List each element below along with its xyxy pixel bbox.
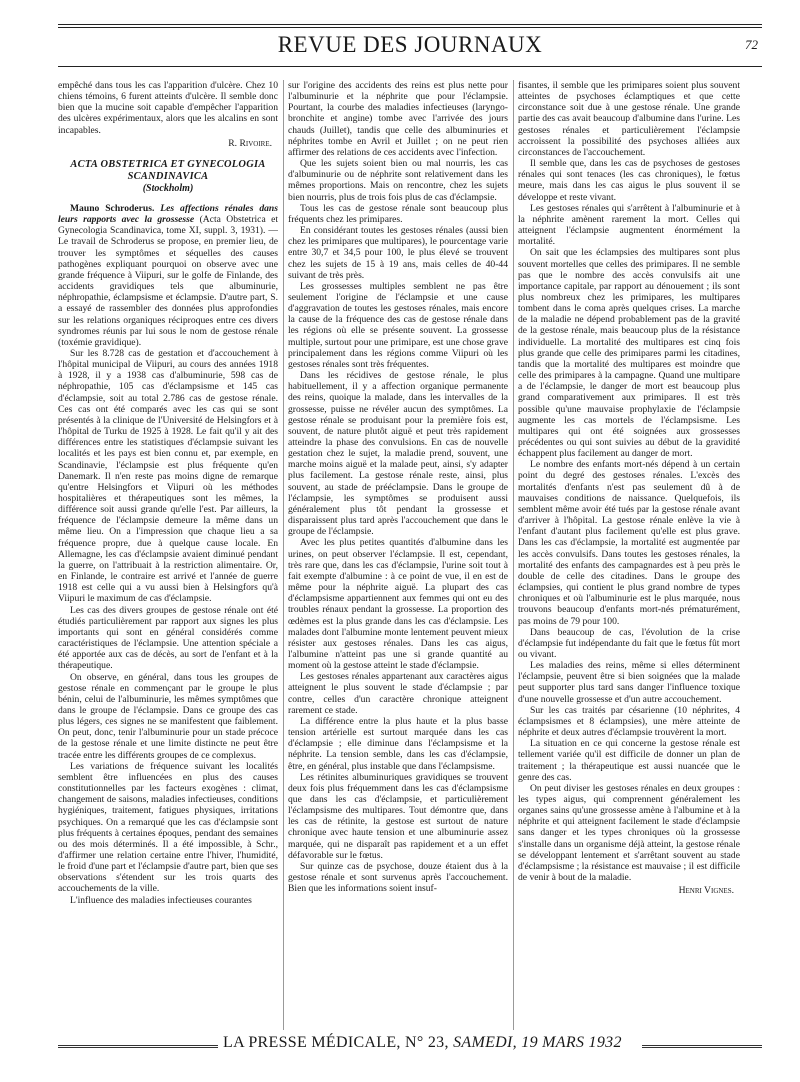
section-heading: ACTA OBSTETRICA ET GYNECOLOGIA SCANDINAVICA (70, 158, 266, 182)
paragraph: Sur les 8.728 cas de gestation et d'accouchement à l'hôpital municipal de Viipuri, au cours des années 1918 à 1928, il y a 1938 cas d'albuminurie, 598 cas de néphropathie, 105 cas d'éclampsisme et 145 cas d'éclampsie, soit au total 2.786 cas de gestose rénale. Ces cas ont été comparés avec les cas qui se sont présentés à la clinique de l'Université de Helsingfors et à l'hôpital de Turku de 1925 à 1928. Le fait qu'il y ait des différences entre les statistiques d'éclampsie suivant les localités et les pays est bien connu et, par exemple, en Scandinavie, l'éclampsie est plus fréquente qu'en Danemark. Il n'en reste pas moins digne de remarque qu'entre Helsingfors et Viipuri où les méthodes hospitalières et thérapeutiques sont les mêmes, la différence soit aussi grande qu'elle l'est. Par ailleurs, la fréquence de l'éclampsie demeure la même dans un même lieu. On a l'impression que chaque lieu a sa fréquence propre, due à quelque cause locale. En Allemagne, les cas d'éclampsie avaient diminué pendant la guerre, on l'attribuait à la restriction alimentaire. Or, en Finlande, le contraire est arrivé et l'année de guerre 1918 est celle qui a vu aussi bien à Helsingfors qu'à Viipuri le maximum de cas d'éclampsie. (58, 347, 278, 605)
paragraph: empêché dans tous les cas l'apparition d'ulcère. Chez 10 chiens témoins, 6 furent atteints d'ulcère. Il semble donc bien que la mucine soit capable d'empêcher l'apparition des ulcères expérimentaux, alors que les alcalins en sont incapables. (58, 80, 278, 136)
paragraph: En considérant toutes les gestoses rénales (aussi bien chez les primipares que multipares), le pourcentage varie entre 30,7 et 34,5 pour 100, le plus élevé se trouvent chez les sujets de 15 à 19 ans, mais celles de 40-44 suivant de très près. (288, 225, 508, 281)
paragraph: Sur les cas traités par césarienne (10 néphrites, 4 éclampsismes et 8 éclampsies), une mère atteinte de néphrite et deux autres d'éclampsie trouvèrent la mort. (518, 704, 740, 739)
paragraph: Dans les récidives de gestose rénale, le plus habituellement, il y a affection organique permanente des reins, quoique la malade, dans les intervalles de la grossesse, puisse ne révéler aucun des symptômes. La gestose rénale se produisant pour la première fois est, souvent, de nature plutôt aiguë et peut très rapidement atteindre la phase des convulsions. En cas de nouvelle gestation chez le sujet, la maladie prend, souvent, une marche moins aiguë et la malade peut, ainsi, s'y adapter plus facilement. La gestose rénale reste, ainsi, plus souvent, au stade de prééclampsie. Dans le groupe de l'éclampsie, les symptômes se produisent aussi généralement plus tôt pendant la grossesse et disparaissent plus tard après l'accouchement que dans le groupe de l'éclampsie. (288, 370, 508, 538)
header-rule-top (58, 24, 762, 25)
paragraph: — Le travail de Schroderus se propose, en premier lieu, de trouver les symptômes et séquelles des causes pathogènes expliquant pourquoi on observe avec une grande fréquence à Viipuri, sur le golfe de Finlande, des accidents gravidiques tels que albuminurie, néphropathie, éclampsisme et éclampsie. D'autre part, S. a essayé de rassembler des données plus approfondies sur les relations organiques réciproques entre ces divers syndromes réunis par lui sous le nom de gestose rénale (toxémie gravidique). (58, 225, 278, 348)
footer-text (223, 1034, 622, 1052)
footer-rule-left (58, 1045, 218, 1048)
paragraph: La situation en ce qui concerne la gestose rénale est tellement variée qu'il est difficile de donner un plan de traitement ; la thérapeutique est aussi nuancée que le genre des cas. (518, 738, 740, 783)
section-subheading: (Stockholm) (142, 182, 194, 194)
author-signature: Henri Vignes. (678, 885, 734, 897)
article-lead (58, 203, 278, 348)
journal-section-title: REVUE DES JOURNAUX (277, 32, 543, 57)
column-3 (518, 80, 740, 1030)
paragraph: Les cas des divers groupes de gestose rénale ont été étudiés particulièrement par rapport aux signes les plus importants qui sont en général considérés comme caractéristiques de l'éclampsie. Une attention spéciale a été apportée aux cas de décès, au sort de l'enfant et à la thérapeutique. (58, 604, 278, 672)
paragraph: fisantes, il semble que les primipares soient plus souvent atteintes de psychoses éclamptiques et que cette circonstance soit due à une gestose rénale. Une grande partie des cas avait beaucoup d'albumine dans l'urine. Les gestoses rénales et particulièrement l'éclampsie accroissent la possibilité des psychoses alliées aux circonstances de l'accouchement. (518, 80, 740, 158)
article-title: Les affections rénales dans leurs rapports avec la grossesse (58, 202, 278, 226)
page-footer (58, 1034, 762, 1060)
paragraph: On peut diviser les gestoses rénales en deux groupes : les types aigus, qui comprennent généralement les organes sains qu'une grossesse amène à l'albumine et à la néphrite et qui atteignent facilement le stade d'éclampsie sans danger et les types chroniques où la grossesse s'installe dans un organisme déjà atteint, la gestose rénale se développant lentement et s'arrêtant souvent au stade d'éclampsisme ; la résistance est mauvaise ; il est difficile de venir à bout de la maladie. (518, 782, 740, 884)
paragraph: Il semble que, dans les cas de psychoses de gestoses rénales qui sont tenaces (les cas chroniques), le fœtus meure, mais dans les cas aigus le plus souvent il se développe et reste vivant. (518, 158, 740, 203)
paragraph: Les variations de fréquence suivant les localités semblent être influencées en plus des causes constitutionnelles par les facteurs exogènes : climat, changement de saisons, maladies infectieuses, conditions hygiéniques, traitement, fatigues physiques, irritations psychiques. On a remarqué que les cas d'éclampsie sont plus fréquents à certaines époques, pendant des semaines ou des mois déterminés. Il a été impossible, à Schr., d'affirmer une relation certaine entre l'hiver, l'humidité, le froid d'une part et l'éclampsie d'autre part, bien que ses observations s'étendent sur les trois quarts des accouchements de la ville. (58, 760, 278, 895)
paragraph: L'influence des maladies infectieuses courantes (70, 894, 252, 906)
paragraph: Les maladies des reins, même si elles déterminent l'éclampsie, peuvent être si bien soignées que la malade peut supporter plus tard sans danger l'influence toxique d'une nouvelle grossesse et d'un autre accouchement. (518, 660, 740, 705)
footer-day: SAMEDI, (453, 1034, 517, 1051)
paragraph: Que les sujets soient bien ou mal nourris, les cas d'albuminurie ou de néphrite sont relativement dans les mêmes proportions. Mais on rencontre, chez les sujets bien nourris, plus de trois fois plus de cas d'éclampsie. (288, 158, 508, 203)
header-rule-bottom (58, 66, 762, 67)
footer-date: 19 MARS 1932 (521, 1034, 622, 1051)
paragraph: La différence entre la plus haute et la plus basse tension artérielle est surtout marquée dans les cas d'éclampsie ; elle diminue dans l'éclampsisme et la néphrite. La tension semble, dans les cas d'éclampsie, être, en général, plus instable que dans l'éclampsisme. (288, 715, 508, 772)
paragraph: On sait que les éclampsies des multipares sont plus souvent mortelles que celles des primipares. Il ne semble pas que le nombre des accès convulsifs ait une importance capitale, par rapport au dénouement ; ils sont plus nombreux chez les primipares, les multipares tombent dans le coma après quelques crises. La marche de la maladie ne dépend probablement pas de la gravité de la gestose rénale, mais beaucoup plus de la résistance individuelle. La mortalité des multipares est cinq fois plus grande que celle des primipares parmi les citadines, tandis que la mortalité des multipares est moindre que celle des primipares à la campagne. Quand une multipare a de l'éclampsie, le danger de mort est beaucoup plus grand comparativement aux primipares. Il est très possible qu'une mauvaise prophylaxie de l'éclampsie augmente les cas mortels de l'éclampsisme. Les multipares qui ont été soignées aux grossesses précédentes ou qui sont suivies au début de la gravidité échappent plus facilement au danger de mort. (518, 247, 740, 460)
paragraph: Les gestoses rénales qui s'arrêtent à l'albuminurie et à la néphrite amènent rarement la mort. Celles qui atteignent l'éclampsie augmentent énormément la mortalité. (518, 202, 740, 248)
page-number: 72 (745, 37, 758, 52)
article-reference: (Acta Obstetrica et Gynecologia Scandinavica, tome XI, suppl. 3, 1931). (58, 214, 278, 237)
column-1 (58, 80, 278, 1030)
author-signature: R. Rivoire. (228, 137, 272, 149)
paragraph: Tous les cas de gestose rénale sont beaucoup plus fréquents chez les primipares. (288, 202, 508, 225)
paragraph: Le nombre des enfants mort-nés dépend à un certain point du degré des gestoses rénales. L'excès des mortalités d'enfants n'est pas seulement dû à de mauvaises conditions de naissance. Quelquefois, ils semblent même avoir été tués par la gestose rénale avant d'arriver à l'hôpital. La gestose rénale enlève la vie à l'enfant d'autant plus facilement qu'elle est plus grave. Dans les cas d'éclampsie, la mortalité est augmentée par les accès convulsifs. Dans toutes les gestoses rénales, la mortalité des enfants des campagnardes est à peu près le double de celle des citadines. Dans le groupe des éclampsies, qui contient le plus grand nombre de types chroniques et où l'albuminurie est le plus marquée, nous trouvons beaucoup d'enfants mort-nés prématurément, pas moins de 79 pour 100. (518, 459, 740, 627)
footer-issue: N° 23, (405, 1034, 449, 1051)
paragraph: Avec les plus petites quantités d'albumine dans les urines, on peut observer l'éclampsie. Il est, cependant, très rare que, dans les cas d'éclampsie, l'urine soit tout à fait exempte d'albumine : à ce point de vue, il en est de même pour la néphrite aiguë. La plupart des cas d'éclampsisme appartiennent aux femmes qui ont eu des troubles rénaux pendant la grossesse. La proportion des œdèmes est la plus grande dans les cas d'éclampsie. Les malades dont l'albumine monte lentement peuvent mieux résister aux gestoses rénales. Dans les cas aigus, l'albumine n'atteint pas une si grande quantité au moment où la gestose atteint le stade d'éclampsie. (288, 537, 508, 672)
paragraph: Dans beaucoup de cas, l'évolution de la crise d'éclampsie fut indépendante du fait que le fœtus fût mort ou vivant. (518, 626, 740, 660)
paragraph: Les gestoses rénales appartenant aux caractères aigus atteignent le plus souvent le stade d'éclampsie ; par contre, celles d'un caractère chronique atteignent rarement ce stade. (288, 671, 508, 716)
paragraph: Les rétinites albuminuriques gravidiques se trouvent deux fois plus fréquemment dans les cas d'éclampsisme que dans les cas d'éclampsie, et particulièrement l'éclampsisme des multipares. Tout démontre que, dans les cas de rétinite, la gestose est surtout de nature chronique avec haute tension et une albuminurie assez marquée, qui ne disparaît pas rapidement et a un effet défavorable sur le fœtus. (288, 771, 508, 861)
footer-rule-right (642, 1045, 762, 1048)
article-author: Mauno Schroderus. (70, 202, 155, 214)
paragraph: On observe, en général, dans tous les groupes de gestose rénale en commençant par le groupe le plus bénin, celui de l'albuminurie, les mêmes symptômes que dans le groupe de l'éclampsie. Dans ce groupe des cas plus légers, ces signes ne se manifestent que faiblement. On peut, donc, tenir l'albuminurie pour un stade précoce de la gestose rénale et une limite distincte ne peut être tracée entre les différents groupes de ce complexus. (58, 671, 278, 761)
column-2 (288, 80, 508, 1030)
paragraph: Sur quinze cas de psychose, douze étaient dus à la gestose rénale et sont survenus après l'accouchement. Bien que les informations soient insuf- (288, 860, 508, 895)
column-separator-1 (283, 80, 284, 1030)
header-rule-top-2 (58, 27, 762, 28)
paragraph: sur l'origine des accidents des reins est plus nette pour l'albuminurie et la néphrite que pour l'éclampsie. Pourtant, la courbe des maladies infectieuses (laryngo-bronchite et angine) tombe avec l'arrivée des jours chauds (Juillet), tandis que celle des albuminuries et néphrites tombe en Avril et Juillet ; on ne peut rien affirmer des relations de ces accidents avec l'infection. (288, 80, 508, 158)
paragraph: Les grossesses multiples semblent ne pas être seulement l'origine de l'éclampsie et une cause d'aggravation de toutes les gestoses rénales, mais encore la cause de la fréquence des cas de gestose rénale dans les régions où elle se présente souvent. La grossesse multiple, surtout pour une primipare, est une chose grave principalement dans les régions comme Viipuri où les gestoses rénales sont très fréquentes. (288, 280, 508, 370)
masthead (58, 30, 762, 64)
column-separator-2 (513, 80, 514, 1030)
footer-journal: LA PRESSE MÉDICALE, (223, 1034, 401, 1051)
